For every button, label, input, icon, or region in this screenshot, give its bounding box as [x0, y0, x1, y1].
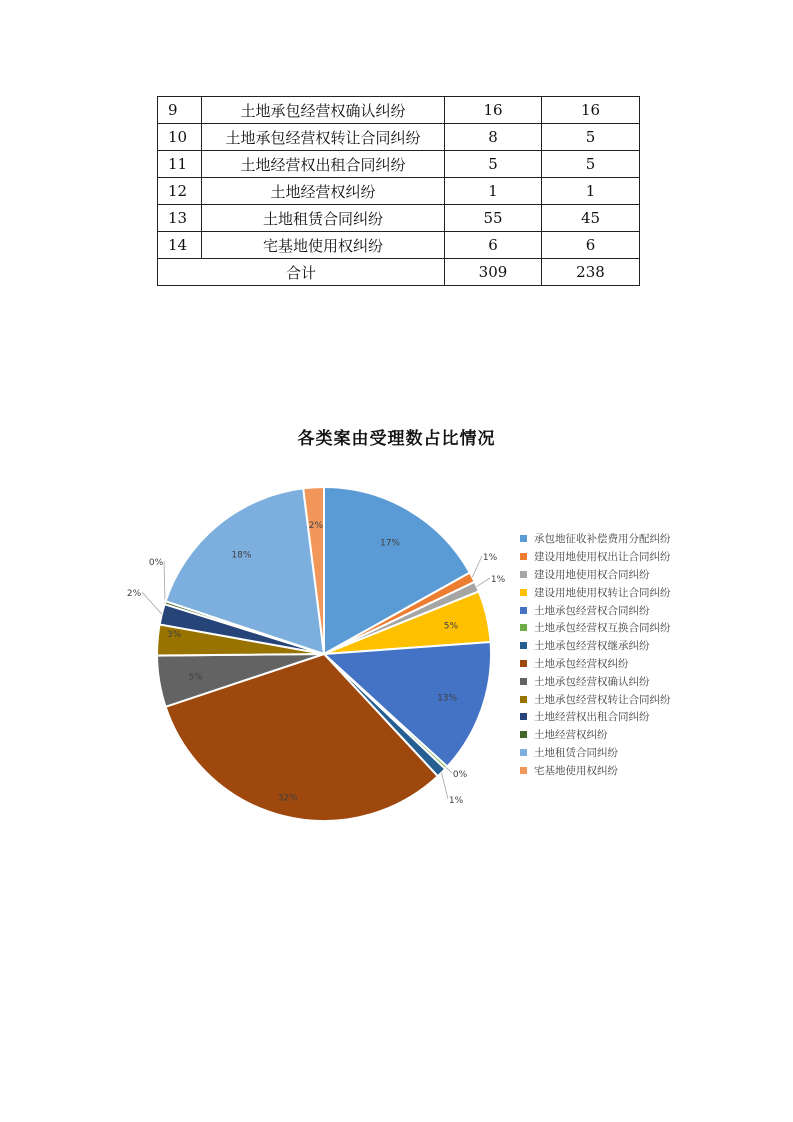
data-label: 1% [448, 796, 464, 806]
total-accepted: 309 [445, 259, 542, 286]
data-label: 18% [231, 550, 252, 561]
row-number: 10 [158, 124, 202, 151]
row-number: 12 [158, 178, 202, 205]
accepted-count: 6 [445, 232, 542, 259]
accepted-count: 1 [445, 178, 542, 205]
leader-line [446, 768, 452, 773]
case-type-name: 土地承包经营权确认纠纷 [202, 97, 445, 124]
data-label: 0% [148, 558, 164, 568]
total-closed: 238 [542, 259, 640, 286]
accepted-count: 5 [445, 151, 542, 178]
data-label: 1% [490, 575, 506, 585]
leader-line [142, 592, 162, 614]
legend-swatch [520, 767, 527, 774]
legend-label: 土地租赁合同纠纷 [534, 746, 618, 759]
legend-label: 土地承包经营权互换合同纠纷 [534, 622, 671, 635]
legend-label: 建设用地使用权转让合同纠纷 [534, 586, 671, 599]
data-label: 32% [277, 793, 298, 804]
closed-count: 45 [542, 205, 640, 232]
legend-item [520, 690, 671, 708]
closed-count: 1 [542, 178, 640, 205]
legend-label: 土地承包经营权转让合同纠纷 [534, 693, 671, 706]
legend-item [520, 655, 671, 673]
legend-item [520, 530, 671, 548]
case-type-name: 土地承包经营权转让合同纠纷 [202, 124, 445, 151]
legend-label: 承包地征收补偿费用分配纠纷 [534, 533, 671, 546]
accepted-count: 55 [445, 205, 542, 232]
closed-count: 6 [542, 232, 640, 259]
legend-swatch [520, 660, 527, 667]
data-label: 2% [126, 589, 142, 599]
case-type-name: 宅基地使用权纠纷 [202, 232, 445, 259]
legend-swatch [520, 749, 527, 756]
legend-item [520, 761, 671, 779]
data-label: 3% [166, 630, 182, 640]
accepted-count: 8 [445, 124, 542, 151]
legend-label: 土地经营权纠纷 [534, 729, 608, 742]
legend-label: 土地经营权出租合同纠纷 [534, 711, 650, 724]
total-label: 合计 [158, 259, 445, 286]
legend-item [520, 601, 671, 619]
legend-item [520, 726, 671, 744]
data-label: 5% [443, 621, 459, 632]
legend-swatch [520, 624, 527, 631]
leader-line [477, 578, 490, 587]
legend-swatch [520, 607, 527, 614]
legend-swatch [520, 678, 527, 685]
row-number: 13 [158, 205, 202, 232]
legend-label: 土地承包经营权合同纠纷 [534, 604, 650, 617]
data-label: 2% [308, 521, 324, 531]
leader-line [442, 773, 449, 799]
data-label: 17% [379, 538, 401, 549]
legend-label: 建设用地使用权合同纠纷 [534, 568, 650, 581]
legend-item [520, 672, 671, 690]
legend-item [520, 744, 671, 762]
legend-label: 土地承包经营权纠纷 [534, 657, 629, 670]
legend-label: 土地承包经营权继承纠纷 [534, 640, 650, 653]
legend-item [520, 637, 671, 655]
data-label: 1% [482, 553, 498, 563]
legend-item [520, 548, 671, 566]
case-type-name: 土地经营权纠纷 [202, 178, 445, 205]
closed-count: 16 [542, 97, 640, 124]
legend-swatch [520, 535, 527, 542]
case-type-name: 土地经营权出租合同纠纷 [202, 151, 445, 178]
row-number: 9 [158, 97, 202, 124]
legend-item [520, 708, 671, 726]
legend-label: 土地承包经营权确认纠纷 [534, 675, 650, 688]
row-number: 11 [158, 151, 202, 178]
accepted-count: 16 [445, 97, 542, 124]
legend-swatch [520, 553, 527, 560]
data-label: 13% [437, 693, 458, 704]
legend-label: 建设用地使用权出让合同纠纷 [534, 551, 671, 564]
legend-swatch [520, 731, 527, 738]
leader-line [164, 561, 165, 603]
legend-item [520, 583, 671, 601]
data-label: 5% [188, 672, 203, 683]
row-number: 14 [158, 232, 202, 259]
legend-item [520, 619, 671, 637]
legend-label: 宅基地使用权纠纷 [534, 764, 618, 777]
closed-count: 5 [542, 124, 640, 151]
data-label: 0% [452, 770, 468, 780]
legend-swatch [520, 713, 527, 720]
case-type-name: 土地租赁合同纠纷 [202, 205, 445, 232]
legend-swatch [520, 571, 527, 578]
chart-legend [520, 530, 671, 779]
legend-swatch [520, 589, 527, 596]
legend-swatch [520, 696, 527, 703]
chart-title: 各类案由受理数占比情况 [297, 429, 496, 449]
legend-item [520, 566, 671, 584]
leader-line [472, 556, 482, 577]
closed-count: 5 [542, 151, 640, 178]
legend-swatch [520, 642, 527, 649]
